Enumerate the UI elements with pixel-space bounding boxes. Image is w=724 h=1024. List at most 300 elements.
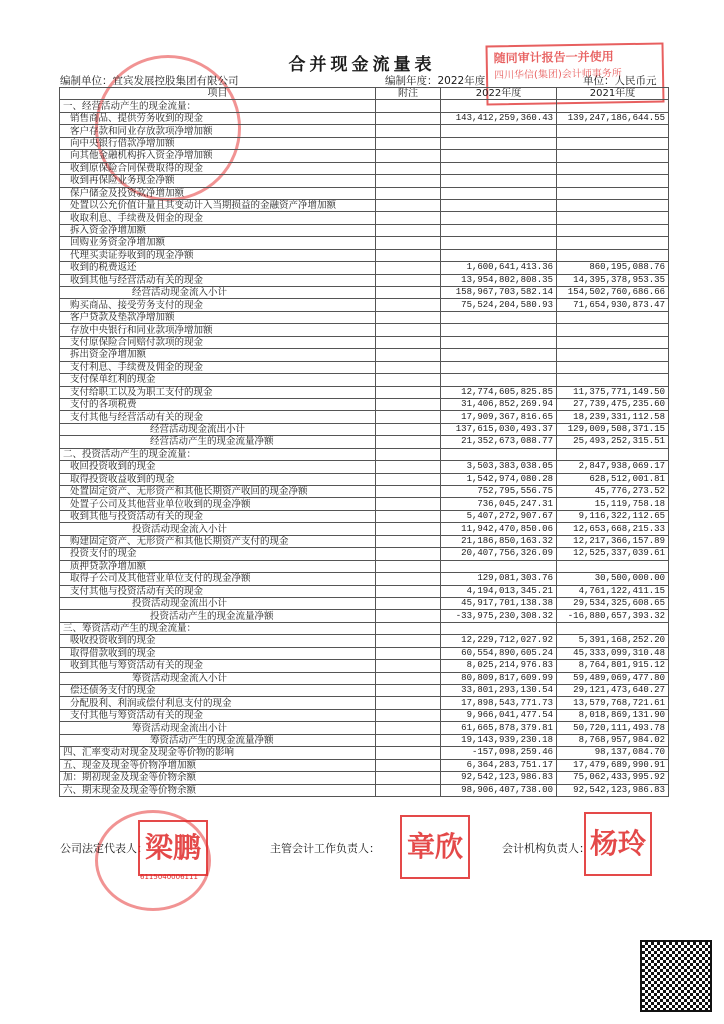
table-row bbox=[60, 597, 669, 609]
row-note bbox=[376, 311, 441, 323]
legal-rep-label: 公司法定代表人： bbox=[60, 842, 148, 855]
signature-stamp-legal-rep: 梁鹏 bbox=[138, 820, 208, 876]
row-label: 投资活动现金流入小计 bbox=[60, 523, 376, 535]
row-note bbox=[376, 709, 441, 721]
accounting-head-label: 主管会计工作负责人： bbox=[270, 842, 380, 855]
row-value-2022: 129,081,303.76 bbox=[441, 573, 557, 585]
row-value-2022: 21,352,673,088.77 bbox=[441, 436, 557, 448]
row-value-2022: -157,098,259.46 bbox=[441, 747, 557, 759]
row-value-2022: 45,917,701,138.38 bbox=[441, 597, 557, 609]
row-value-2021: 628,512,001.81 bbox=[557, 473, 669, 485]
row-label: 加：期初现金及现金等价物余额 bbox=[60, 772, 376, 784]
row-value-2022: 61,665,878,379.81 bbox=[441, 722, 557, 734]
row-value-2022: 13,954,802,808.35 bbox=[441, 274, 557, 286]
table-row bbox=[60, 585, 669, 597]
row-value-2022 bbox=[441, 249, 557, 261]
row-note bbox=[376, 336, 441, 348]
table-row bbox=[60, 411, 669, 423]
row-note bbox=[376, 411, 441, 423]
row-value-2021 bbox=[557, 324, 669, 336]
row-note bbox=[376, 212, 441, 224]
row-label: 向其他金融机构拆入资金净增加额 bbox=[60, 150, 376, 162]
row-value-2021 bbox=[557, 361, 669, 373]
row-value-2021 bbox=[557, 374, 669, 386]
row-label: 支付给职工以及为职工支付的现金 bbox=[60, 386, 376, 398]
row-note bbox=[376, 299, 441, 311]
col-header-2022: 2022年度 bbox=[441, 88, 557, 100]
row-label: 分配股利、利润或偿付利息支付的现金 bbox=[60, 697, 376, 709]
row-value-2021: 75,062,433,995.92 bbox=[557, 772, 669, 784]
row-value-2021: 860,195,088.76 bbox=[557, 262, 669, 274]
cash-flow-table bbox=[59, 87, 669, 797]
row-value-2022 bbox=[441, 224, 557, 236]
row-note bbox=[376, 361, 441, 373]
row-value-2021: 12,217,366,157.89 bbox=[557, 535, 669, 547]
row-note bbox=[376, 747, 441, 759]
row-label: 支付原保险合同赔付款项的现金 bbox=[60, 336, 376, 348]
table-row bbox=[60, 535, 669, 547]
row-note bbox=[376, 647, 441, 659]
row-note bbox=[376, 560, 441, 572]
row-note bbox=[376, 523, 441, 535]
row-value-2022: 21,186,850,163.32 bbox=[441, 535, 557, 547]
table-row bbox=[60, 423, 669, 435]
col-header-2021: 2021年度 bbox=[557, 88, 669, 100]
row-value-2021: 30,500,000.00 bbox=[557, 573, 669, 585]
col-header-note: 附注 bbox=[376, 88, 441, 100]
row-value-2021: 29,121,473,640.27 bbox=[557, 685, 669, 697]
row-value-2021 bbox=[557, 100, 669, 112]
row-value-2021: 50,720,111,493.78 bbox=[557, 722, 669, 734]
row-label: 购买商品、接受劳务支付的现金 bbox=[60, 299, 376, 311]
table-row bbox=[60, 647, 669, 659]
row-label: 筹资活动产生的现金流量净额 bbox=[60, 734, 376, 746]
row-value-2022 bbox=[441, 212, 557, 224]
row-note bbox=[376, 199, 441, 211]
reporting-year: 编制年度：2022年度 bbox=[385, 75, 486, 87]
row-label: 质押贷款净增加额 bbox=[60, 560, 376, 572]
table-row bbox=[60, 150, 669, 162]
table-row bbox=[60, 498, 669, 510]
row-value-2022: 6,364,283,751.17 bbox=[441, 759, 557, 771]
table-row bbox=[60, 112, 669, 124]
table-row bbox=[60, 685, 669, 697]
row-value-2022 bbox=[441, 175, 557, 187]
row-label: 回购业务资金净增加额 bbox=[60, 237, 376, 249]
row-note bbox=[376, 734, 441, 746]
table-row bbox=[60, 660, 669, 672]
row-value-2022 bbox=[441, 100, 557, 112]
row-note bbox=[376, 137, 441, 149]
row-value-2022 bbox=[441, 199, 557, 211]
col-header-item: 项目 bbox=[60, 88, 376, 100]
signature-stamp-accounting-dept: 杨玲 bbox=[584, 812, 652, 876]
row-label: 投资活动现金流出小计 bbox=[60, 597, 376, 609]
row-note bbox=[376, 784, 441, 796]
row-value-2021: 12,525,337,039.61 bbox=[557, 548, 669, 560]
row-value-2021: 92,542,123,986.83 bbox=[557, 784, 669, 796]
table-row bbox=[60, 722, 669, 734]
row-note bbox=[376, 125, 441, 137]
row-label: 支付的各项税费 bbox=[60, 398, 376, 410]
row-label: 收到其他与经营活动有关的现金 bbox=[60, 274, 376, 286]
row-value-2021: 71,654,930,873.47 bbox=[557, 299, 669, 311]
row-label: 拆入资金净增加额 bbox=[60, 224, 376, 236]
row-value-2021: 15,119,758.18 bbox=[557, 498, 669, 510]
row-value-2022: 31,406,852,269.94 bbox=[441, 398, 557, 410]
row-label: 处置固定资产、无形资产和其他长期资产收回的现金净额 bbox=[60, 486, 376, 498]
row-value-2022: 5,407,272,907.67 bbox=[441, 510, 557, 522]
row-value-2022 bbox=[441, 336, 557, 348]
row-value-2022: 60,554,890,605.24 bbox=[441, 647, 557, 659]
row-note bbox=[376, 548, 441, 560]
table-row bbox=[60, 125, 669, 137]
row-value-2022 bbox=[441, 448, 557, 460]
table-row bbox=[60, 635, 669, 647]
row-value-2022: 17,898,543,771.73 bbox=[441, 697, 557, 709]
table-row bbox=[60, 473, 669, 485]
row-note bbox=[376, 112, 441, 124]
row-note bbox=[376, 249, 441, 261]
table-row bbox=[60, 262, 669, 274]
row-label: 代理买卖证券收到的现金净额 bbox=[60, 249, 376, 261]
row-value-2022 bbox=[441, 324, 557, 336]
table-row bbox=[60, 548, 669, 560]
table-row bbox=[60, 610, 669, 622]
row-note bbox=[376, 274, 441, 286]
table-row bbox=[60, 299, 669, 311]
row-value-2021 bbox=[557, 349, 669, 361]
table-row bbox=[60, 386, 669, 398]
audit-stamp-text: 随同审计报告一并使用 bbox=[493, 49, 614, 66]
row-value-2021: -16,880,657,393.32 bbox=[557, 610, 669, 622]
page-title: 合并现金流量表 bbox=[288, 55, 436, 75]
row-value-2022 bbox=[441, 137, 557, 149]
row-label: 存放中央银行和同业款项净增加额 bbox=[60, 324, 376, 336]
row-label: 保户储金及投资款净增加额 bbox=[60, 187, 376, 199]
row-note bbox=[376, 685, 441, 697]
row-note bbox=[376, 386, 441, 398]
row-value-2021: 59,489,069,477.80 bbox=[557, 672, 669, 684]
row-note bbox=[376, 610, 441, 622]
table-row bbox=[60, 249, 669, 261]
row-label: 收到原保险合同保费取得的现金 bbox=[60, 162, 376, 174]
row-value-2022: 736,045,247.31 bbox=[441, 498, 557, 510]
row-value-2021 bbox=[557, 336, 669, 348]
table-row bbox=[60, 448, 669, 460]
row-value-2022 bbox=[441, 374, 557, 386]
row-label: 支付其他与投资活动有关的现金 bbox=[60, 585, 376, 597]
row-note bbox=[376, 423, 441, 435]
row-note bbox=[376, 486, 441, 498]
table-row bbox=[60, 199, 669, 211]
currency-unit: 单位：人民币元 bbox=[583, 75, 657, 87]
row-value-2021 bbox=[557, 199, 669, 211]
row-note bbox=[376, 622, 441, 634]
row-value-2022 bbox=[441, 237, 557, 249]
row-value-2022 bbox=[441, 622, 557, 634]
row-label: 投资活动产生的现金流量净额 bbox=[60, 610, 376, 622]
table-row bbox=[60, 747, 669, 759]
row-value-2022: 752,795,556.75 bbox=[441, 486, 557, 498]
row-label: 支付保单红利的现金 bbox=[60, 374, 376, 386]
table-row bbox=[60, 759, 669, 771]
row-note bbox=[376, 697, 441, 709]
table-row bbox=[60, 398, 669, 410]
row-label: 收到其他与筹资活动有关的现金 bbox=[60, 660, 376, 672]
row-label: 向中央银行借款净增加额 bbox=[60, 137, 376, 149]
row-note bbox=[376, 672, 441, 684]
row-value-2021 bbox=[557, 224, 669, 236]
table-row bbox=[60, 175, 669, 187]
row-value-2022: 75,524,204,580.93 bbox=[441, 299, 557, 311]
row-note bbox=[376, 324, 441, 336]
row-note bbox=[376, 573, 441, 585]
row-value-2022 bbox=[441, 150, 557, 162]
row-value-2021 bbox=[557, 137, 669, 149]
row-label: 收回投资收到的现金 bbox=[60, 461, 376, 473]
row-value-2022 bbox=[441, 311, 557, 323]
row-note bbox=[376, 100, 441, 112]
row-label: 客户贷款及垫款净增加额 bbox=[60, 311, 376, 323]
table-row bbox=[60, 734, 669, 746]
row-value-2022: 12,229,712,027.92 bbox=[441, 635, 557, 647]
row-value-2022: 4,194,013,345.21 bbox=[441, 585, 557, 597]
row-note bbox=[376, 224, 441, 236]
row-label: 支付利息、手续费及佣金的现金 bbox=[60, 361, 376, 373]
row-value-2021: 25,493,252,315.51 bbox=[557, 436, 669, 448]
table-row bbox=[60, 709, 669, 721]
table-row bbox=[60, 697, 669, 709]
row-label: 收到再保险业务现金净额 bbox=[60, 175, 376, 187]
row-value-2021: 8,764,801,915.12 bbox=[557, 660, 669, 672]
row-value-2021 bbox=[557, 622, 669, 634]
row-label: 收到其他与投资活动有关的现金 bbox=[60, 510, 376, 522]
row-value-2021: 17,479,689,990.91 bbox=[557, 759, 669, 771]
row-value-2021: 11,375,771,149.50 bbox=[557, 386, 669, 398]
row-value-2021 bbox=[557, 311, 669, 323]
row-value-2022: 8,025,214,976.83 bbox=[441, 660, 557, 672]
row-value-2022: 20,407,756,326.09 bbox=[441, 548, 557, 560]
row-value-2021: 4,761,122,411.15 bbox=[557, 585, 669, 597]
row-value-2021: 18,239,331,112.58 bbox=[557, 411, 669, 423]
row-note bbox=[376, 597, 441, 609]
table-row bbox=[60, 237, 669, 249]
row-label: 拆出资金净增加额 bbox=[60, 349, 376, 361]
row-value-2022 bbox=[441, 349, 557, 361]
row-value-2021: 8,768,957,984.02 bbox=[557, 734, 669, 746]
row-label: 五、现金及现金等价物净增加额 bbox=[60, 759, 376, 771]
row-note bbox=[376, 498, 441, 510]
row-value-2021: 45,333,099,310.48 bbox=[557, 647, 669, 659]
row-label: 一、经营活动产生的现金流量： bbox=[60, 100, 376, 112]
row-value-2022: 80,809,817,609.99 bbox=[441, 672, 557, 684]
table-row bbox=[60, 573, 669, 585]
row-value-2021: 29,534,325,608.65 bbox=[557, 597, 669, 609]
row-value-2022: 98,906,407,738.00 bbox=[441, 784, 557, 796]
row-value-2021 bbox=[557, 162, 669, 174]
row-label: 筹资活动现金流出小计 bbox=[60, 722, 376, 734]
row-label: 处置以公允价值计量且其变动计入当期损益的金融资产净增加额 bbox=[60, 199, 376, 211]
row-note bbox=[376, 461, 441, 473]
row-value-2021: 98,137,084.70 bbox=[557, 747, 669, 759]
row-value-2022: 9,966,041,477.54 bbox=[441, 709, 557, 721]
row-note bbox=[376, 510, 441, 522]
row-value-2021: 129,009,508,371.15 bbox=[557, 423, 669, 435]
qr-code bbox=[640, 940, 712, 1012]
row-value-2021: 45,776,273.52 bbox=[557, 486, 669, 498]
row-note bbox=[376, 473, 441, 485]
row-note bbox=[376, 635, 441, 647]
table-row bbox=[60, 784, 669, 796]
table-row bbox=[60, 461, 669, 473]
row-label: 投资支付的现金 bbox=[60, 548, 376, 560]
row-note bbox=[376, 398, 441, 410]
row-label: 收到的税费返还 bbox=[60, 262, 376, 274]
row-note bbox=[376, 175, 441, 187]
row-note bbox=[376, 722, 441, 734]
table-row bbox=[60, 336, 669, 348]
row-value-2022: 3,503,383,038.05 bbox=[441, 461, 557, 473]
row-label: 经营活动现金流入小计 bbox=[60, 287, 376, 299]
row-value-2022 bbox=[441, 187, 557, 199]
table-row bbox=[60, 374, 669, 386]
row-note bbox=[376, 772, 441, 784]
signature-stamp-accounting-head: 章欣 bbox=[400, 815, 470, 879]
row-value-2022: 17,909,367,816.65 bbox=[441, 411, 557, 423]
table-row bbox=[60, 100, 669, 112]
row-note bbox=[376, 660, 441, 672]
row-note bbox=[376, 349, 441, 361]
row-note bbox=[376, 448, 441, 460]
table-row bbox=[60, 622, 669, 634]
row-label: 取得投资收益收到的现金 bbox=[60, 473, 376, 485]
row-value-2022: 1,542,974,080.28 bbox=[441, 473, 557, 485]
reporting-unit: 编制单位：宜宾发展控股集团有限公司 bbox=[60, 75, 239, 87]
row-value-2021: 2,847,938,069.17 bbox=[557, 461, 669, 473]
table-row bbox=[60, 523, 669, 535]
table-row bbox=[60, 224, 669, 236]
table-row bbox=[60, 212, 669, 224]
row-label: 六、期末现金及现金等价物余额 bbox=[60, 784, 376, 796]
table-row bbox=[60, 311, 669, 323]
row-label: 二、投资活动产生的现金流量： bbox=[60, 448, 376, 460]
row-label: 客户存款和同业存放款项净增加额 bbox=[60, 125, 376, 137]
row-value-2021 bbox=[557, 212, 669, 224]
row-value-2022: 33,801,293,130.54 bbox=[441, 685, 557, 697]
audit-stamp-firm: 四川华信(集团)会计师事务所 bbox=[493, 68, 622, 82]
row-value-2021 bbox=[557, 237, 669, 249]
table-row bbox=[60, 287, 669, 299]
table-row bbox=[60, 436, 669, 448]
row-note bbox=[376, 262, 441, 274]
row-note bbox=[376, 287, 441, 299]
signature-stamp-code: 6115040006111 bbox=[140, 873, 198, 881]
row-label: 经营活动产生的现金流量净额 bbox=[60, 436, 376, 448]
row-value-2022: 11,942,470,850.06 bbox=[441, 523, 557, 535]
row-value-2022 bbox=[441, 560, 557, 572]
row-value-2021 bbox=[557, 448, 669, 460]
row-value-2021: 27,739,475,235.60 bbox=[557, 398, 669, 410]
row-label: 支付其他与筹资活动有关的现金 bbox=[60, 709, 376, 721]
row-value-2021 bbox=[557, 560, 669, 572]
row-label: 收取利息、手续费及佣金的现金 bbox=[60, 212, 376, 224]
row-value-2021 bbox=[557, 150, 669, 162]
row-note bbox=[376, 436, 441, 448]
table-row bbox=[60, 187, 669, 199]
table-row bbox=[60, 349, 669, 361]
row-value-2021 bbox=[557, 125, 669, 137]
row-label: 取得子公司及其他营业单位支付的现金净额 bbox=[60, 573, 376, 585]
row-note bbox=[376, 187, 441, 199]
row-value-2021: 9,116,322,112.65 bbox=[557, 510, 669, 522]
row-note bbox=[376, 585, 441, 597]
table-row bbox=[60, 361, 669, 373]
table-row bbox=[60, 324, 669, 336]
row-value-2022: 12,774,605,825.85 bbox=[441, 386, 557, 398]
row-label: 购建固定资产、无形资产和其他长期资产支付的现金 bbox=[60, 535, 376, 547]
table-row bbox=[60, 274, 669, 286]
table-row bbox=[60, 137, 669, 149]
row-label: 销售商品、提供劳务收到的现金 bbox=[60, 112, 376, 124]
table-row bbox=[60, 672, 669, 684]
row-value-2021: 13,579,768,721.61 bbox=[557, 697, 669, 709]
row-value-2022: 19,143,939,230.18 bbox=[441, 734, 557, 746]
row-value-2021: 14,395,378,953.35 bbox=[557, 274, 669, 286]
row-label: 处置子公司及其他营业单位收到的现金净额 bbox=[60, 498, 376, 510]
row-label: 吸收投资收到的现金 bbox=[60, 635, 376, 647]
row-note bbox=[376, 759, 441, 771]
row-note bbox=[376, 162, 441, 174]
row-value-2021: 8,018,869,131.90 bbox=[557, 709, 669, 721]
row-value-2022 bbox=[441, 125, 557, 137]
table-header-row bbox=[60, 88, 669, 100]
row-value-2022: -33,975,230,308.32 bbox=[441, 610, 557, 622]
row-label: 三、筹资活动产生的现金流量： bbox=[60, 622, 376, 634]
row-note bbox=[376, 535, 441, 547]
row-label: 取得借款收到的现金 bbox=[60, 647, 376, 659]
accounting-dept-label: 会计机构负责人： bbox=[502, 842, 590, 855]
row-value-2022: 137,615,030,493.37 bbox=[441, 423, 557, 435]
row-value-2021 bbox=[557, 249, 669, 261]
table-row bbox=[60, 486, 669, 498]
row-value-2021: 5,391,168,252.20 bbox=[557, 635, 669, 647]
row-label: 四、汇率变动对现金及现金等价物的影响 bbox=[60, 747, 376, 759]
row-value-2022 bbox=[441, 162, 557, 174]
table-row bbox=[60, 772, 669, 784]
table-row bbox=[60, 560, 669, 572]
row-value-2022: 1,600,641,413.36 bbox=[441, 262, 557, 274]
row-value-2022: 92,542,123,986.83 bbox=[441, 772, 557, 784]
row-note bbox=[376, 237, 441, 249]
row-value-2022 bbox=[441, 361, 557, 373]
row-label: 支付其他与经营活动有关的现金 bbox=[60, 411, 376, 423]
row-value-2021: 12,653,668,215.33 bbox=[557, 523, 669, 535]
row-value-2021 bbox=[557, 187, 669, 199]
row-label: 经营活动现金流出小计 bbox=[60, 423, 376, 435]
row-value-2021: 139,247,186,644.55 bbox=[557, 112, 669, 124]
row-value-2021 bbox=[557, 175, 669, 187]
row-note bbox=[376, 150, 441, 162]
table-row bbox=[60, 510, 669, 522]
row-value-2022: 143,412,259,360.43 bbox=[441, 112, 557, 124]
row-value-2022: 158,967,703,582.14 bbox=[441, 287, 557, 299]
row-label: 偿还债务支付的现金 bbox=[60, 685, 376, 697]
table-row bbox=[60, 162, 669, 174]
row-label: 筹资活动现金流入小计 bbox=[60, 672, 376, 684]
row-value-2021: 154,502,760,686.66 bbox=[557, 287, 669, 299]
row-note bbox=[376, 374, 441, 386]
